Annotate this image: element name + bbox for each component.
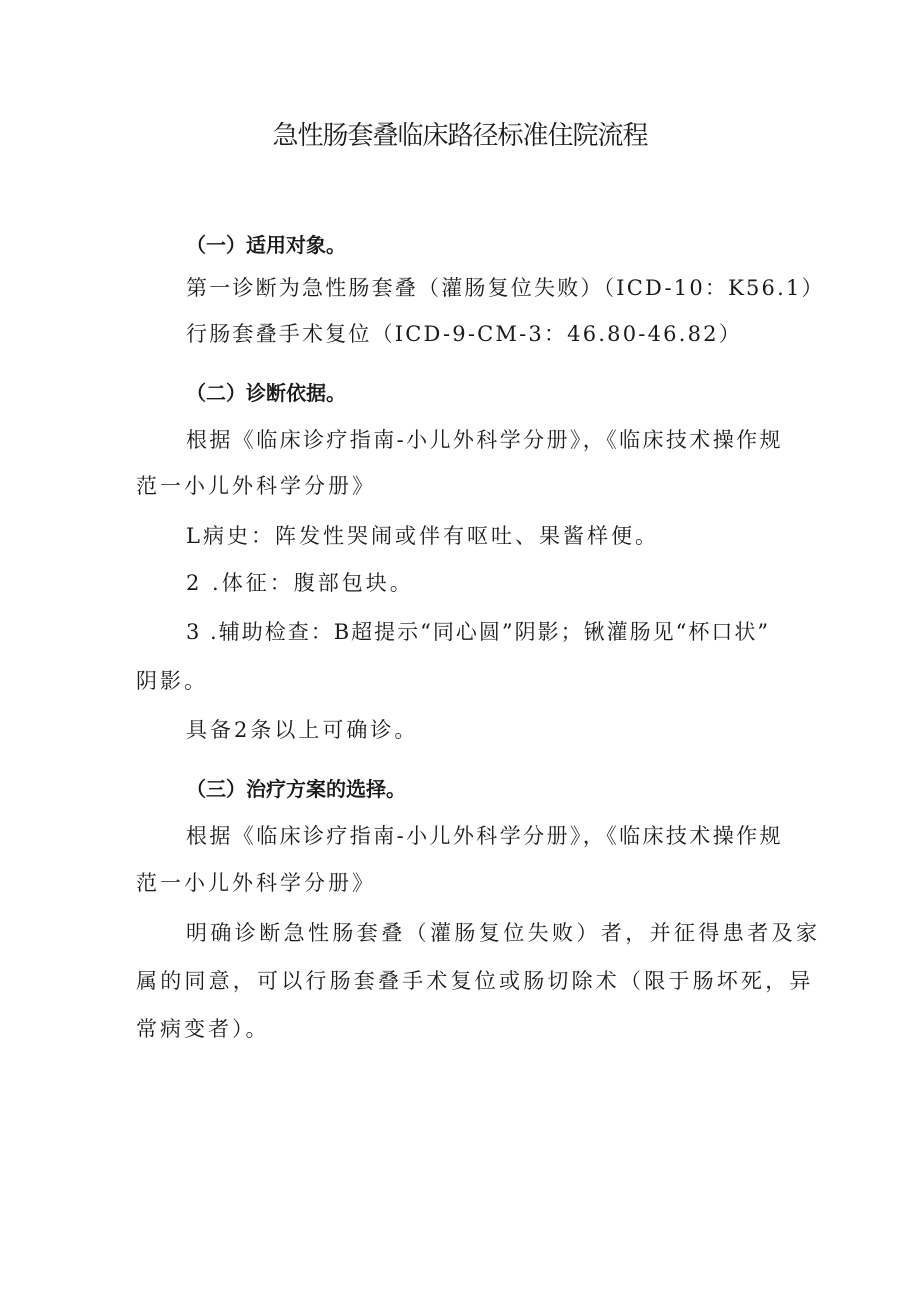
section-3-paragraph-line-3: 常病变者）。 xyxy=(136,1017,270,1041)
section-2-item-1: L病史：阵发性哭闹或伴有呕吐、果酱样便。 xyxy=(186,524,659,548)
section-2-basis-line-1: 根据《临床诊疗指南-小儿外科学分册》，《临床技术操作规 xyxy=(186,428,783,452)
section-2-conclusion: 具备2条以上可确诊。 xyxy=(186,718,419,742)
section-2-heading: （二）诊断依据。 xyxy=(186,381,346,405)
section-3-paragraph-line-2: 属的同意，可以行肠套叠手术复位或肠切除术（限于肠坏死，异 xyxy=(136,969,814,993)
section-2-item-3-line-2: 阴影。 xyxy=(136,669,208,693)
section-3-paragraph-line-1: 明确诊断急性肠套叠（灌肠复位失败）者，并征得患者及家 xyxy=(186,921,821,945)
section-1-heading: （一）适用对象。 xyxy=(186,233,346,257)
section-2-basis-line-2: 范一小儿外科学分册》 xyxy=(136,474,376,498)
section-1-line-2: 行肠套叠手术复位（ICD-9-CM-3：46.80-46.82） xyxy=(186,322,742,346)
section-3-heading: （三）治疗方案的选择。 xyxy=(186,777,406,801)
section-3-basis-line-2: 范一小儿外科学分册》 xyxy=(136,871,376,895)
document-title: 急性肠套叠临床路径标准住院流程 xyxy=(272,121,648,151)
section-2-item-2: 2 .体征：腹部包块。 xyxy=(186,571,414,595)
section-2-item-3-line-1: 3 .辅助检查：B超提示“同心圆”阴影；锹灌肠见“杯口状” xyxy=(186,620,771,644)
section-3-basis-line-1: 根据《临床诊疗指南-小儿外科学分册》，《临床技术操作规 xyxy=(186,824,783,848)
section-1-line-1: 第一诊断为急性肠套叠（灌肠复位失败）（ICD-10：K56.1） xyxy=(186,276,825,300)
